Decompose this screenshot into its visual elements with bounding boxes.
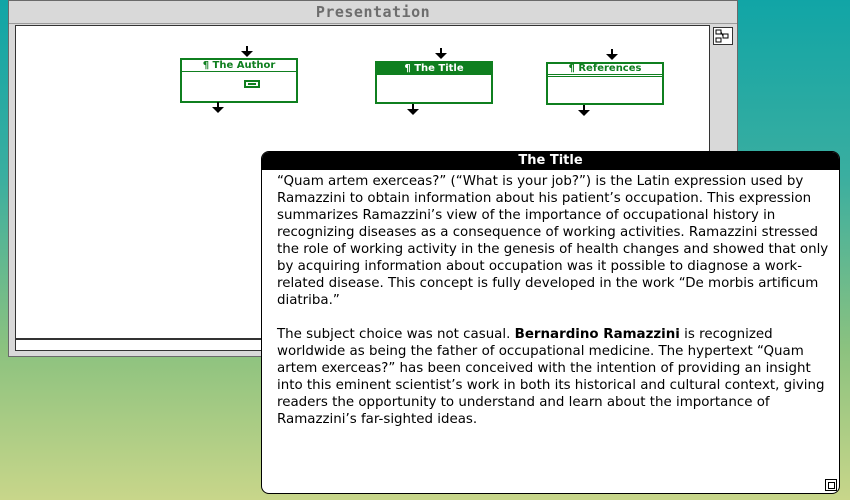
overview-icon <box>714 28 732 44</box>
arrow-down-icon <box>605 49 619 61</box>
arrow-down-icon <box>211 102 225 114</box>
paragraph-2-text: is recognized worldwide as being the father of occupational medicine. The hypertext “Quam artem exerceas?” has been conceived with the intention of providing an insight into this eminent scientist’s work in both its historical and cultural context, giving readers the opportunity to understand and learn about the importance of Ramazzini’s far-sighted ideas. <box>277 327 825 427</box>
arrow-down-icon <box>240 46 254 58</box>
text-popup-window <box>261 151 840 494</box>
paragraph-2 <box>277 326 829 428</box>
node-the-author[interactable] <box>180 58 298 103</box>
paragraph-1: “Quam artem exerceas?” (“What is your job?”) is the Latin expression used by Ramazzini to obtain information about his patient’s occupation. This expression summarizes Ramazzini’s view of the importance of occupational history in recognizing diseases as a consequence of working activities. Ramazzini stressed the role of working activity in the genesis of health changes and showed that only by acquiring information about occupation was it possible to diagnose a work-related disease. This concept is fully developed in the work “De morbis artificum diatriba.” <box>277 174 829 308</box>
node-label: ¶ References <box>548 64 662 77</box>
paragraph-2-intro: The subject choice was not casual. <box>277 327 515 342</box>
node-label: ¶ The Author <box>182 60 296 72</box>
resize-grip[interactable] <box>825 479 837 491</box>
bold-name: Bernardino Ramazzini <box>514 327 680 342</box>
popup-body <box>262 170 839 428</box>
window-title[interactable]: Presentation <box>9 1 737 24</box>
node-label: ¶ The Title <box>377 63 491 75</box>
node-references[interactable] <box>546 62 664 105</box>
map-overview-button[interactable] <box>713 27 733 45</box>
arrow-down-icon <box>434 48 448 60</box>
node-the-title[interactable] <box>375 61 493 104</box>
popup-title[interactable]: The Title <box>262 152 839 170</box>
arrow-down-icon <box>406 104 420 116</box>
arrow-down-icon <box>577 105 591 117</box>
node-content-icon <box>244 80 260 88</box>
